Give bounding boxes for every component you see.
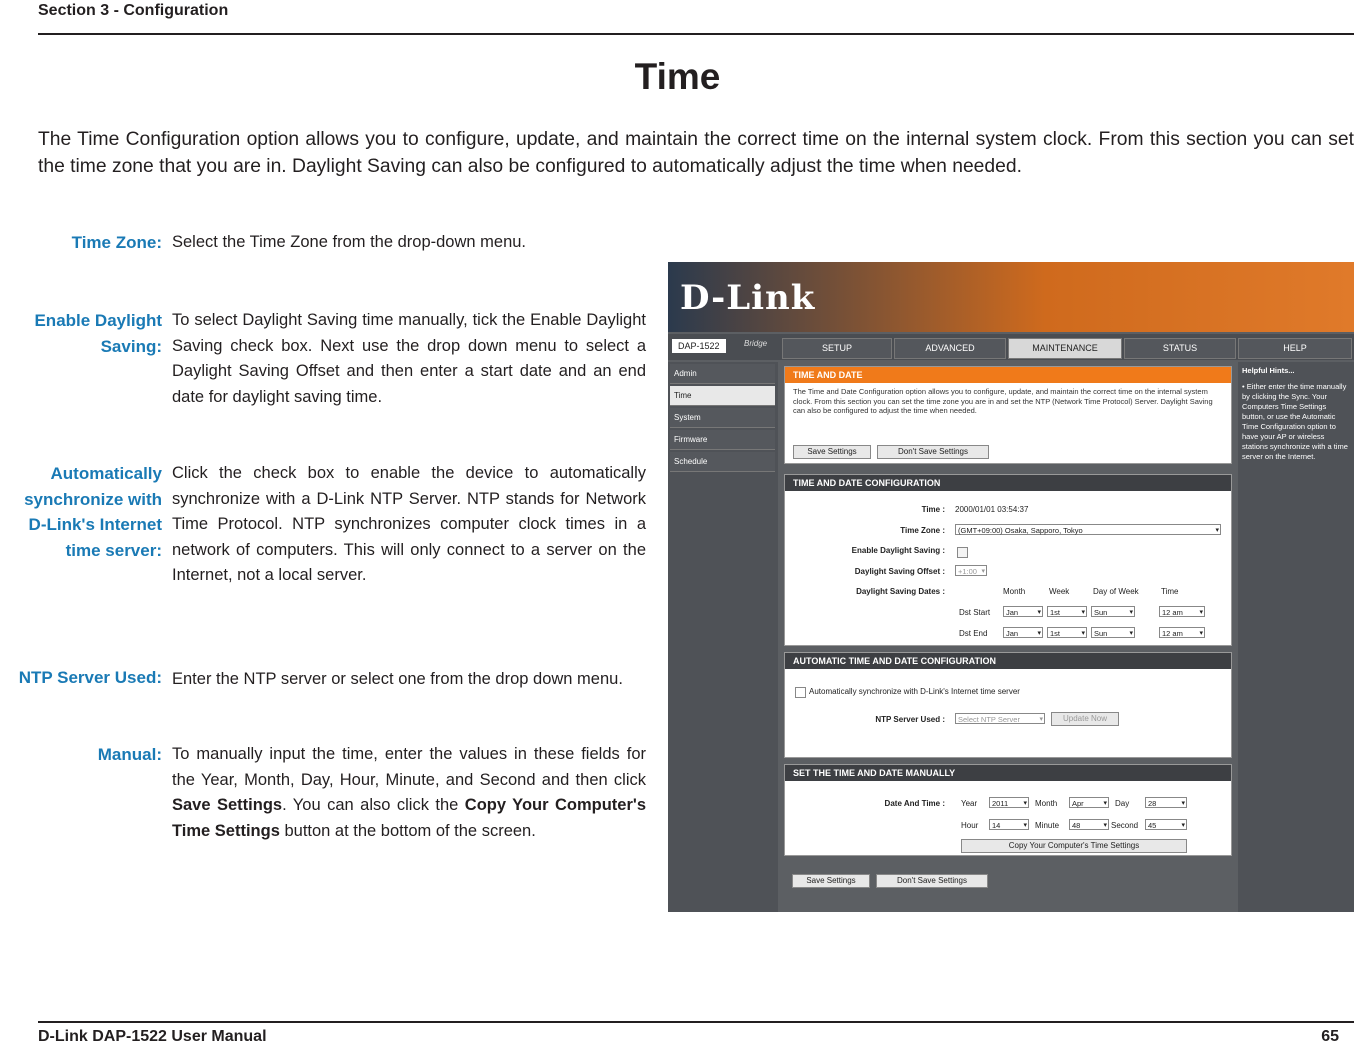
manual-bold-copy: Copy Your Computer's Time Settings	[172, 796, 646, 840]
nav-schedule[interactable]: Schedule	[670, 452, 775, 472]
tab-maintenance[interactable]: MAINTENANCE	[1008, 338, 1122, 359]
nav-system[interactable]: System	[670, 408, 775, 428]
year-label: Year	[961, 799, 978, 808]
month-select[interactable]: Apr ▾	[1069, 797, 1109, 808]
time-zone-select[interactable]: (GMT+09:00) Osaka, Sapporo, Tokyo ▾	[955, 524, 1221, 535]
minute-select[interactable]: 48 ▾	[1069, 819, 1109, 830]
label-auto-sync: Automatically synchronize with D-Link's Internet time server:	[24, 464, 162, 560]
helpful-hints-panel	[1238, 362, 1354, 912]
month-label: Month	[1035, 799, 1058, 808]
bottom-dont-save-button[interactable]: Don't Save Settings	[876, 874, 988, 888]
col-day-of-week: Day of Week	[1093, 587, 1139, 596]
update-now-button[interactable]: Update Now	[1051, 712, 1119, 726]
date-time-label: Date And Time :	[884, 799, 945, 808]
dst-end-day[interactable]: Sun ▾	[1091, 627, 1135, 638]
time-label: Time :	[921, 505, 945, 514]
hour-select[interactable]: 14 ▾	[989, 819, 1029, 830]
label-time-zone: Time Zone:	[71, 233, 162, 252]
nav-admin[interactable]: Admin	[670, 364, 775, 384]
desc-manual	[172, 742, 646, 844]
dst-start-day[interactable]: Sun ▾	[1091, 606, 1135, 617]
panel-description: The Time and Date Configuration option allows you to configure, update, and maintain the correct time on the internal system clock. From this section you can set the time zone you are in and set the NTP (Network Time Protocol) Server. Daylight Saving can also be configured to adjust the time when needed.	[793, 387, 1213, 415]
tab-advanced[interactable]: ADVANCED	[894, 338, 1006, 359]
time-value: 2000/01/01 03:54:37	[955, 505, 1029, 514]
panel-time-config	[784, 474, 1232, 646]
dlink-logo: D-Link	[680, 278, 816, 318]
label-daylight-saving: Enable Daylight Saving:	[34, 311, 162, 356]
bottom-divider	[38, 1021, 1354, 1023]
day-select[interactable]: 28 ▾	[1145, 797, 1187, 808]
bottom-save-settings-button[interactable]: Save Settings	[792, 874, 870, 888]
manual-bold-save: Save Settings	[172, 796, 283, 814]
nav-firmware[interactable]: Firmware	[670, 430, 775, 450]
hints-title: Helpful Hints...	[1242, 366, 1295, 375]
router-ui-screenshot	[668, 262, 1354, 912]
day-label: Day	[1115, 799, 1130, 808]
mode-label: Bridge	[744, 339, 768, 348]
panel-heading: SET THE TIME AND DATE MANUALLY	[785, 765, 1231, 781]
dst-start-week[interactable]: 1st ▾	[1047, 606, 1087, 617]
auto-sync-checkbox[interactable]	[795, 687, 806, 698]
dst-label: Enable Daylight Saving :	[851, 546, 945, 555]
panel-manual	[784, 764, 1232, 856]
col-time: Time	[1161, 587, 1179, 596]
dst-start-month[interactable]: Jan ▾	[1003, 606, 1043, 617]
time-zone-label: Time Zone :	[900, 526, 945, 535]
dont-save-settings-button[interactable]: Don't Save Settings	[877, 445, 989, 459]
second-select[interactable]: 45 ▾	[1145, 819, 1187, 830]
dst-start-label: Dst Start	[959, 608, 991, 617]
second-label: Second	[1111, 821, 1139, 830]
panel-heading: TIME AND DATE	[785, 367, 1231, 383]
desc-daylight-saving: To select Daylight Saving time manually, tick the Enable Daylight Saving check box. Next use the drop down menu to select a Daylight Saving Offset and then enter a start date and an end date for daylight saving time.	[172, 311, 646, 406]
panel-time-and-date	[784, 366, 1232, 464]
copy-computer-time-button[interactable]: Copy Your Computer's Time Settings	[961, 839, 1187, 853]
dst-end-time[interactable]: 12 am ▾	[1159, 627, 1205, 638]
manual-text-a: To manually input the time, enter the values in these fields for the Year, Month, Day, Hour, Minute, and Second and then click	[172, 745, 646, 789]
manual-text-c: button at the bottom of the screen.	[279, 821, 536, 840]
col-month: Month	[1003, 587, 1026, 596]
tab-help[interactable]: HELP	[1238, 338, 1352, 359]
year-select[interactable]: 2011 ▾	[989, 797, 1029, 808]
desc-auto-sync: Click the check box to enable the device to automatically synchronize with a D-Link NTP Server. NTP stands for Network Time Protocol. NTP synchronizes computer clock times in a network of computers. This will only connect to a server on the Internet, not a local server.	[172, 464, 646, 584]
ntp-server-select[interactable]: Select NTP Server ▾	[955, 713, 1045, 724]
hints-text: • Either enter the time manually by clicking the Sync. Your Computers Time Settings button, or use the Automatic Time Configuration option to have your AP or wireless stations synchronize with a time server on the Internet.	[1242, 382, 1348, 461]
tab-setup[interactable]: SETUP	[782, 338, 892, 359]
dst-end-week[interactable]: 1st ▾	[1047, 627, 1087, 638]
col-week: Week	[1049, 587, 1070, 596]
page-title: Time	[634, 56, 721, 97]
top-divider	[38, 33, 1354, 35]
footer-manual-title: D-Link DAP-1522 User Manual	[38, 1028, 267, 1045]
hour-label: Hour	[961, 821, 979, 830]
label-ntp-server: NTP Server Used:	[18, 668, 162, 687]
section-header: Section 3 - Configuration	[38, 2, 229, 19]
label-manual: Manual:	[97, 745, 162, 764]
panel-heading: AUTOMATIC TIME AND DATE CONFIGURATION	[785, 653, 1231, 669]
panel-auto-config	[784, 652, 1232, 758]
dst-offset-select[interactable]: +1:00 ▾	[955, 565, 987, 576]
panel-heading: TIME AND DATE CONFIGURATION	[785, 475, 1231, 491]
save-settings-button[interactable]: Save Settings	[793, 445, 871, 459]
ntp-server-label: NTP Server Used :	[875, 715, 945, 724]
nav-time[interactable]: Time	[670, 386, 775, 406]
dst-end-label: Dst End	[959, 629, 988, 638]
dst-start-time[interactable]: 12 am ▾	[1159, 606, 1205, 617]
dst-end-month[interactable]: Jan ▾	[1003, 627, 1043, 638]
auto-sync-label: Automatically synchronize with D-Link's Internet time server	[809, 687, 1020, 696]
model-label: DAP-1522	[672, 339, 726, 353]
page-number: 65	[1321, 1028, 1339, 1045]
intro-paragraph: The Time Configuration option allows you to configure, update, and maintain the correct time on the internal system clock. From this section you can set the time zone that you are in. Daylight Saving can also be configured to automatically adjust the time when needed.	[38, 129, 1354, 177]
manual-text-b: . You can also click the	[282, 796, 465, 814]
dst-offset-label: Daylight Saving Offset :	[854, 567, 945, 576]
minute-label: Minute	[1035, 821, 1060, 830]
tab-status[interactable]: STATUS	[1124, 338, 1236, 359]
dst-dates-label: Daylight Saving Dates :	[856, 587, 945, 596]
desc-ntp-server: Enter the NTP server or select one from the drop down menu.	[172, 670, 623, 688]
dst-checkbox[interactable]	[957, 547, 968, 558]
desc-time-zone: Select the Time Zone from the drop-down menu.	[172, 233, 527, 251]
